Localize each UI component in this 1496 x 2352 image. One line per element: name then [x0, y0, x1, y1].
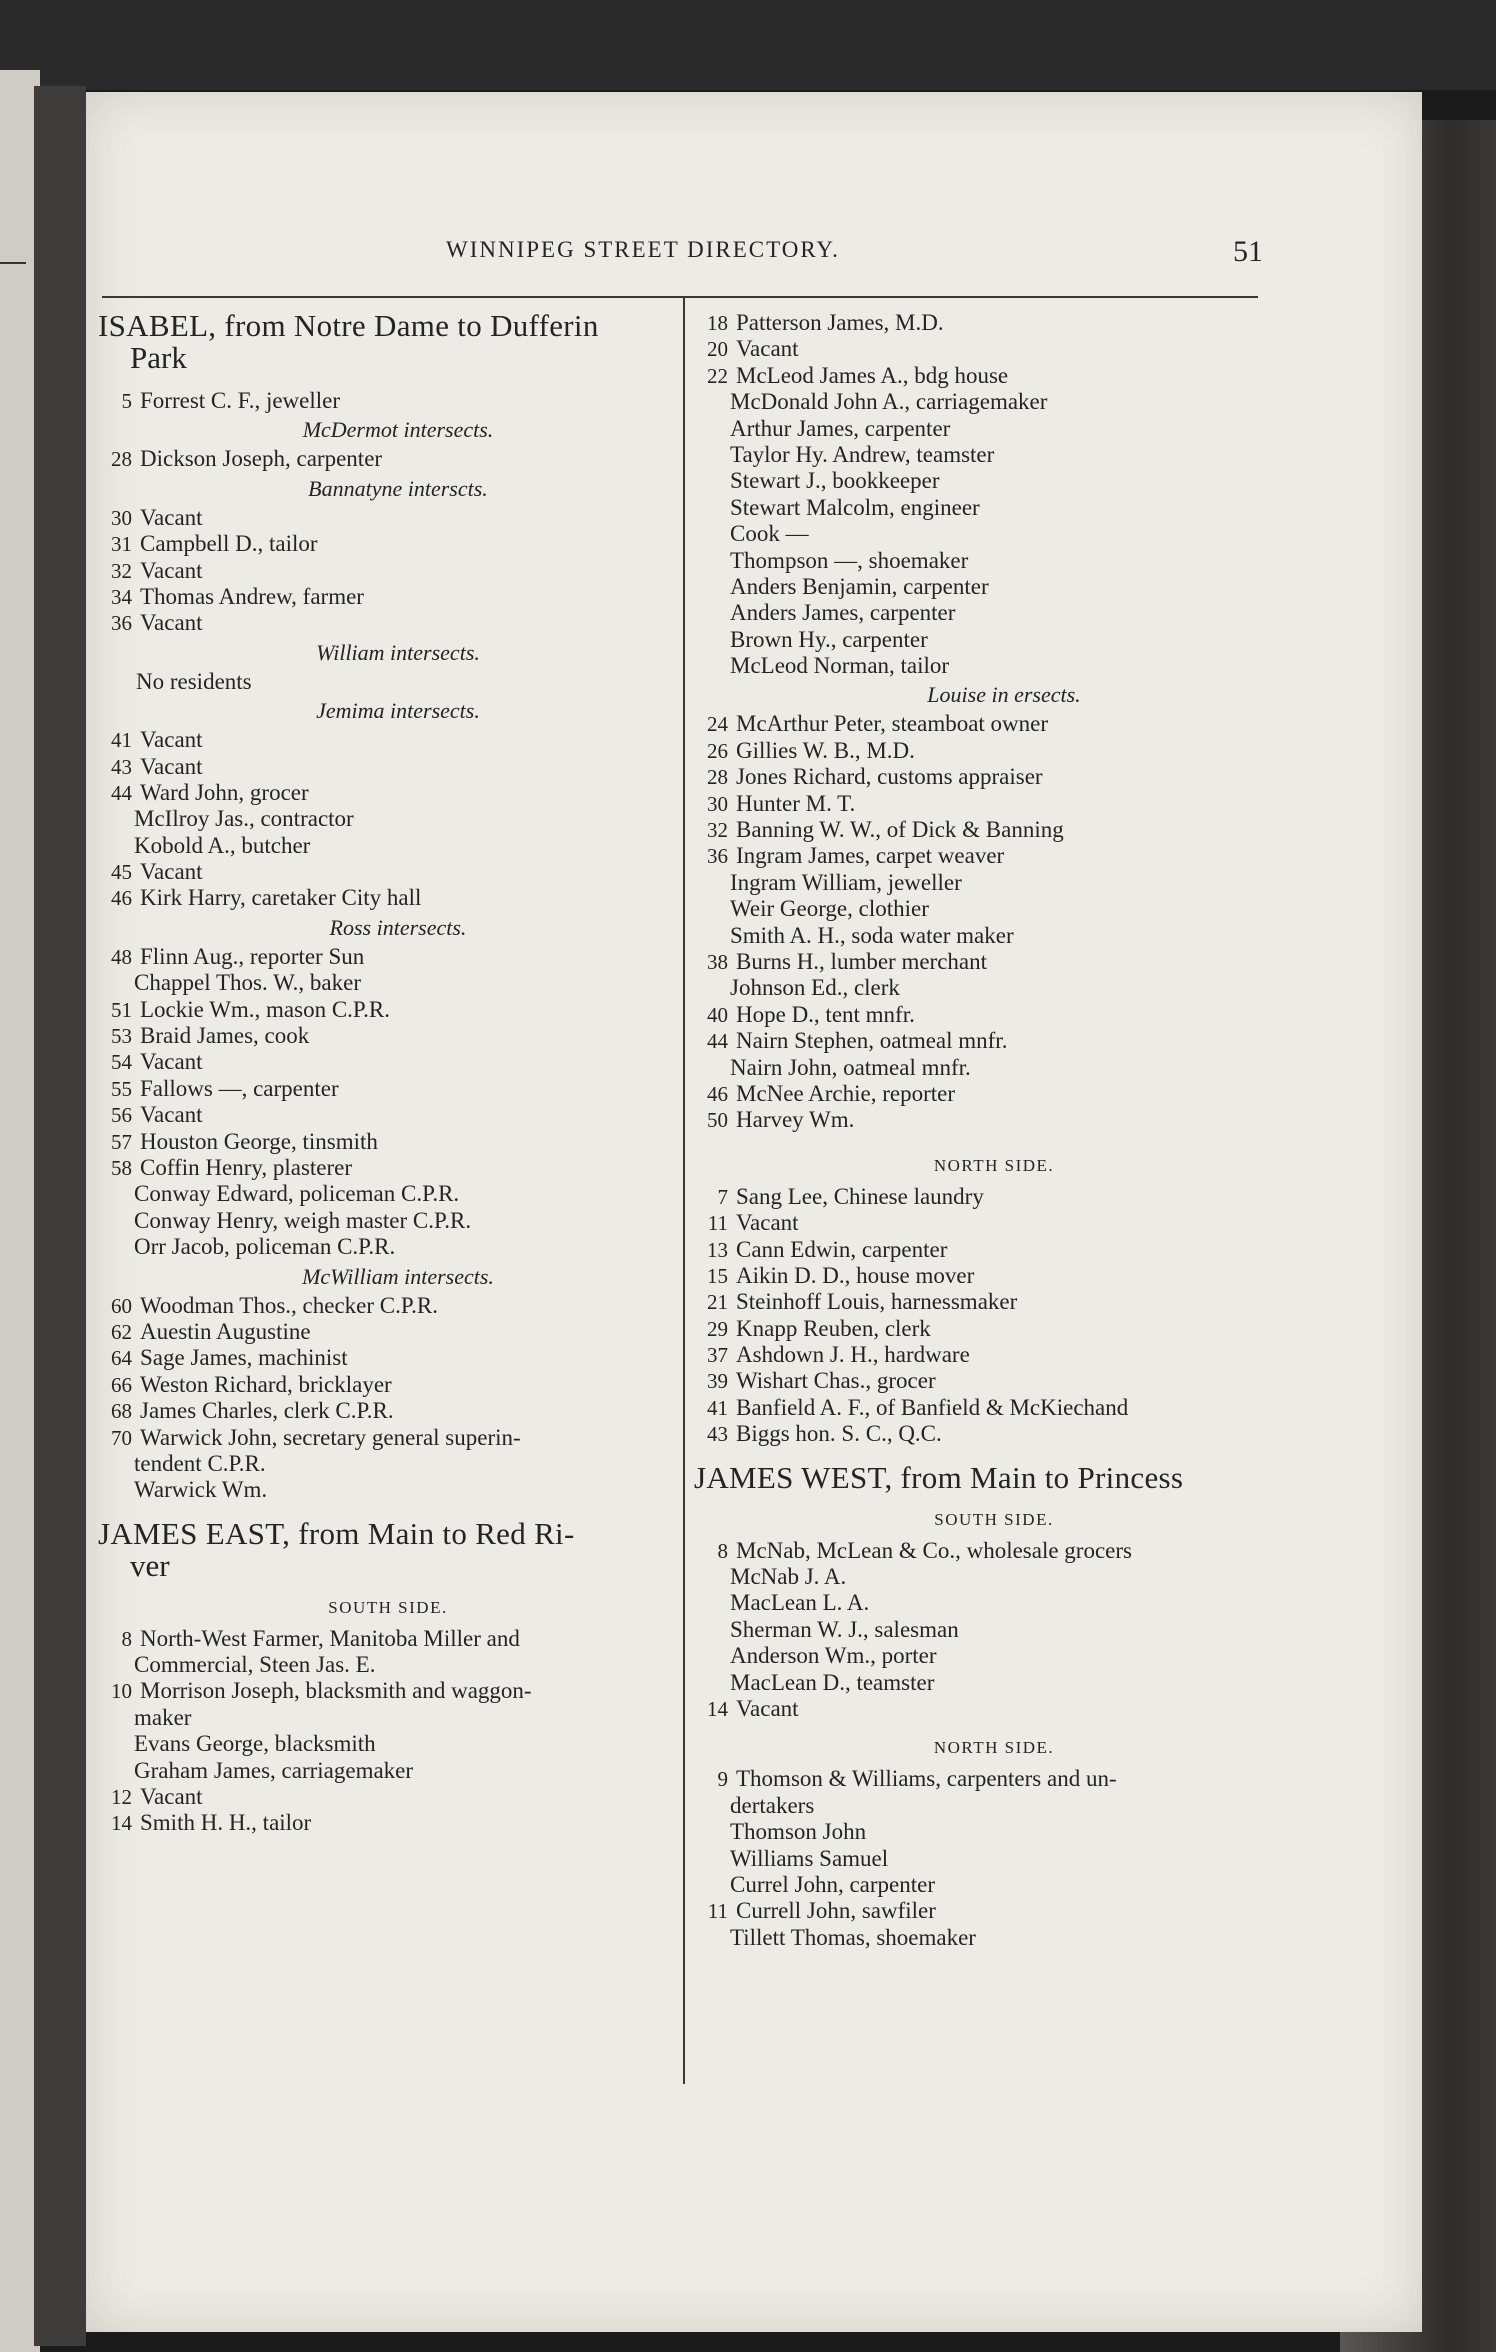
- resident-text: McNab J. A.: [730, 1564, 847, 1590]
- directory-entry: [98, 1451, 638, 1477]
- directory-entry: [694, 1898, 1254, 1924]
- directory-entry: [98, 970, 638, 996]
- resident-text: Morrison Joseph, blacksmith and waggon-: [140, 1678, 532, 1704]
- resident-text: Vacant: [736, 1210, 799, 1236]
- directory-entry: [694, 711, 1254, 737]
- resident-text: North-West Farmer, Manitoba Miller and: [140, 1625, 520, 1651]
- house-number: 15: [707, 1263, 728, 1288]
- resident-text: Vacant: [140, 1102, 203, 1128]
- directory-entry: [98, 1705, 638, 1731]
- resident-text: Banfield A. F., of Banfield & McKiechand: [736, 1394, 1129, 1420]
- house-number: 44: [707, 1029, 728, 1054]
- directory-entry: [694, 1696, 1254, 1722]
- intersect-label: Ross intersects.: [329, 914, 467, 940]
- resident-text: Anderson Wm., porter: [730, 1643, 937, 1669]
- house-number: 28: [111, 447, 132, 472]
- resident-text: Thomson & Williams, carpenters and un-: [736, 1766, 1117, 1792]
- entry-group: [98, 1293, 638, 1504]
- house-number: 9: [717, 1767, 728, 1792]
- street-heading-james-west: JAMES WEST, from Main to Princess: [694, 1459, 1184, 1495]
- top-dark-band: [0, 0, 1496, 90]
- directory-entry: [694, 1107, 1254, 1133]
- directory-entry: [694, 521, 1254, 547]
- entry-group: [98, 1626, 638, 1837]
- street-heading-cont: Park: [130, 340, 187, 375]
- directory-entry: [694, 1316, 1254, 1342]
- resident-text: McLeod James A., bdg house: [736, 362, 1009, 388]
- header-rule: [102, 296, 1258, 298]
- directory-entry: [694, 738, 1254, 764]
- house-number: 51: [111, 997, 132, 1022]
- resident-text: Coffin Henry, plasterer: [140, 1154, 353, 1180]
- resident-text: Orr Jacob, policeman C.P.R.: [134, 1234, 396, 1260]
- directory-entry: [98, 505, 638, 531]
- house-number: 13: [707, 1237, 728, 1262]
- house-number: 56: [111, 1103, 132, 1128]
- directory-entry: [98, 531, 638, 557]
- resident-text: Currell John, sawfiler: [736, 1898, 936, 1924]
- house-number: 8: [717, 1538, 728, 1563]
- directory-entry: [694, 1670, 1254, 1696]
- directory-entry: [98, 1293, 638, 1319]
- resident-text: Vacant: [140, 1784, 203, 1810]
- resident-text: McNee Archie, reporter: [736, 1080, 956, 1106]
- house-number: 22: [707, 363, 728, 388]
- house-number: 64: [111, 1346, 132, 1371]
- house-number: 14: [707, 1696, 728, 1721]
- house-number: 8: [121, 1626, 132, 1651]
- resident-text: dertakers: [730, 1792, 815, 1818]
- resident-text: Steinhoff Louis, harnessmaker: [736, 1289, 1018, 1315]
- directory-entry: [694, 1819, 1254, 1845]
- directory-entry: [98, 1208, 638, 1234]
- directory-entry: [98, 1319, 638, 1345]
- directory-entry: [694, 1289, 1254, 1315]
- directory-entry: [98, 806, 638, 832]
- resident-text: Vacant: [140, 610, 203, 636]
- resident-text: Weir George, clothier: [730, 896, 929, 922]
- intersect-label: Louise in ersects.: [927, 682, 1081, 708]
- resident-text: Nairn Stephen, oatmeal mnfr.: [736, 1028, 1008, 1054]
- intersect-label: Jemima intersects.: [316, 698, 480, 724]
- resident-text: Vacant: [140, 504, 203, 530]
- directory-entry: [694, 389, 1254, 415]
- house-number: 38: [707, 949, 728, 974]
- directory-entry: [694, 1617, 1254, 1643]
- house-number: 60: [111, 1293, 132, 1318]
- resident-text: Williams Samuel: [730, 1845, 889, 1871]
- directory-entry: [694, 896, 1254, 922]
- directory-entry: [98, 1023, 638, 1049]
- directory-entry: [98, 885, 638, 911]
- directory-entry: [98, 1372, 638, 1398]
- entry-group: [98, 446, 638, 472]
- no-residents-note: No residents: [136, 668, 252, 694]
- directory-entry: [694, 1793, 1254, 1819]
- side-label: SOUTH SIDE.: [328, 1597, 448, 1617]
- resident-text: McDonald John A., carriagemaker: [730, 389, 1048, 415]
- house-number: 32: [111, 558, 132, 583]
- resident-text: Sang Lee, Chinese laundry: [736, 1183, 984, 1209]
- house-number: 11: [707, 1899, 728, 1924]
- resident-text: Woodman Thos., checker C.P.R.: [140, 1292, 438, 1318]
- directory-entry: [98, 1731, 638, 1757]
- directory-entry: [694, 600, 1254, 626]
- entry-group: [98, 944, 638, 1261]
- resident-text: Sage James, machinist: [140, 1345, 348, 1371]
- resident-text: Stewart J., bookkeeper: [730, 468, 940, 494]
- directory-entry: [98, 584, 638, 610]
- resident-text: Braid James, cook: [140, 1023, 310, 1049]
- directory-entry: [694, 1564, 1254, 1590]
- resident-text: MacLean D., teamster: [730, 1669, 935, 1695]
- house-number: 53: [111, 1024, 132, 1049]
- resident-text: Smith H. H., tailor: [140, 1810, 312, 1836]
- resident-text: Stewart Malcolm, engineer: [730, 494, 980, 520]
- directory-entry: [98, 1345, 638, 1371]
- house-number: 50: [707, 1108, 728, 1133]
- directory-entry: [694, 949, 1254, 975]
- resident-text: Ward John, grocer: [140, 779, 309, 805]
- house-number: 5: [121, 389, 132, 413]
- resident-text: Tillett Thomas, shoemaker: [730, 1924, 976, 1950]
- house-number: 29: [707, 1316, 728, 1341]
- resident-text: Warwick John, secretary general superin-: [140, 1424, 521, 1450]
- resident-text: Houston George, tinsmith: [140, 1128, 378, 1154]
- house-number: 24: [707, 712, 728, 737]
- house-number: 45: [111, 860, 132, 885]
- resident-text: maker: [134, 1704, 192, 1730]
- directory-entry: [694, 468, 1254, 494]
- resident-text: Arthur James, carpenter: [730, 415, 951, 441]
- resident-text: Kirk Harry, caretaker City hall: [140, 885, 422, 911]
- house-number: 7: [717, 1184, 728, 1209]
- directory-entry: [98, 1129, 638, 1155]
- house-number: 68: [111, 1399, 132, 1424]
- directory-entry: [694, 495, 1254, 521]
- resident-text: Kobold A., butcher: [134, 832, 311, 858]
- resident-text: Ashdown J. H., hardware: [736, 1342, 970, 1368]
- directory-entry: [98, 1652, 638, 1678]
- directory-entry: [98, 446, 638, 472]
- page-number: 51: [1233, 235, 1263, 268]
- directory-entry: [694, 1237, 1254, 1263]
- house-number: 10: [111, 1679, 132, 1704]
- directory-entry: [694, 817, 1254, 843]
- directory-entry: [694, 1342, 1254, 1368]
- resident-text: Nairn John, oatmeal mnfr.: [730, 1054, 971, 1080]
- directory-entry: [98, 997, 638, 1023]
- resident-text: Vacant: [736, 1695, 799, 1721]
- resident-text: Thomson John: [730, 1819, 867, 1845]
- house-number: 57: [111, 1129, 132, 1154]
- side-label: NORTH SIDE.: [933, 1738, 1055, 1758]
- directory-entry: [694, 923, 1254, 949]
- house-number: 30: [707, 791, 728, 816]
- resident-text: Vacant: [736, 336, 799, 362]
- house-number: 18: [707, 311, 728, 335]
- right-column: [694, 310, 1254, 1951]
- house-number: 20: [707, 337, 728, 362]
- resident-text: Aikin D. D., house mover: [736, 1262, 975, 1288]
- house-number: 46: [111, 886, 132, 911]
- resident-text: Harvey Wm.: [736, 1107, 855, 1133]
- column-divider: [683, 296, 685, 2084]
- street-heading-cont: ver: [130, 1547, 170, 1583]
- directory-entry: [98, 1102, 638, 1128]
- resident-text: Flinn Aug., reporter Sun: [140, 943, 365, 969]
- entry-group: [694, 1184, 1254, 1448]
- directory-entry: [694, 1368, 1254, 1394]
- directory-entry: [694, 1643, 1254, 1669]
- resident-text: Vacant: [140, 859, 203, 885]
- resident-text: Jones Richard, customs appraiser: [736, 764, 1043, 790]
- directory-entry: [98, 833, 638, 859]
- directory-entry: [98, 1784, 638, 1810]
- resident-text: Hope D., tent mnfr.: [736, 1001, 915, 1027]
- resident-text: Patterson James, M.D.: [736, 310, 944, 335]
- directory-entry: [694, 1395, 1254, 1421]
- resident-text: Thompson —, shoemaker: [730, 547, 969, 573]
- resident-text: Weston Richard, bricklayer: [140, 1371, 392, 1397]
- directory-entry: [694, 1846, 1254, 1872]
- resident-text: Vacant: [140, 753, 203, 779]
- intersect-label: McDermot intersects.: [302, 417, 494, 443]
- directory-entry: [694, 870, 1254, 896]
- house-number: 44: [111, 780, 132, 805]
- resident-text: Biggs hon. S. C., Q.C.: [736, 1421, 942, 1447]
- resident-text: Cook —: [730, 521, 809, 547]
- house-number: 28: [707, 765, 728, 790]
- directory-entry: [694, 1081, 1254, 1107]
- entry-group: [98, 388, 638, 414]
- resident-text: Campbell D., tailor: [140, 531, 318, 557]
- page-header-title: WINNIPEG STREET DIRECTORY.: [446, 237, 840, 262]
- house-number: 58: [111, 1155, 132, 1180]
- directory-entry: [98, 1678, 638, 1704]
- directory-entry: [694, 1538, 1254, 1564]
- directory-entry: [694, 1184, 1254, 1210]
- house-number: 41: [707, 1395, 728, 1420]
- directory-entry: [694, 1002, 1254, 1028]
- resident-text: Graham James, carriagemaker: [134, 1757, 414, 1783]
- house-number: 11: [707, 1211, 728, 1236]
- resident-text: Ingram James, carpet weaver: [736, 843, 1005, 869]
- directory-entry: [98, 1155, 638, 1181]
- house-number: 36: [707, 844, 728, 869]
- house-number: 48: [111, 944, 132, 969]
- directory-entry: [98, 944, 638, 970]
- intersect-label: McWilliam intersects.: [302, 1263, 494, 1289]
- directory-entry: [694, 764, 1254, 790]
- side-label: NORTH SIDE.: [933, 1155, 1055, 1175]
- resident-text: Warwick Wm.: [134, 1477, 268, 1503]
- directory-entry: [694, 442, 1254, 468]
- resident-text: McNab, McLean & Co., wholesale grocers: [736, 1537, 1132, 1563]
- directory-entry: [98, 1181, 638, 1207]
- resident-text: Burns H., lumber merchant: [736, 948, 988, 974]
- resident-text: Johnson Ed., clerk: [730, 975, 900, 1001]
- directory-entry: [694, 975, 1254, 1001]
- directory-entry: [694, 1766, 1254, 1792]
- resident-text: Gillies W. B., M.D.: [736, 737, 915, 763]
- resident-text: Anders Benjamin, carpenter: [730, 573, 989, 599]
- house-number: 34: [111, 584, 132, 609]
- resident-text: Vacant: [140, 557, 203, 583]
- directory-entry: [694, 1210, 1254, 1236]
- resident-text: Conway Edward, policeman C.P.R.: [134, 1181, 460, 1207]
- directory-entry: [694, 548, 1254, 574]
- resident-text: Anders James, carpenter: [730, 600, 956, 626]
- directory-entry: [98, 1810, 638, 1836]
- resident-text: Taylor Hy. Andrew, teamster: [730, 441, 995, 467]
- house-number: 41: [111, 728, 132, 753]
- resident-text: Cann Edwin, carpenter: [736, 1236, 948, 1262]
- directory-entry: [98, 1398, 638, 1424]
- entry-group: [98, 727, 638, 912]
- directory-entry: [98, 1234, 638, 1260]
- directory-entry: [98, 754, 638, 780]
- resident-text: tendent C.P.R.: [134, 1450, 266, 1476]
- resident-text: Commercial, Steen Jas. E.: [134, 1652, 376, 1678]
- resident-text: Hunter M. T.: [736, 790, 856, 816]
- directory-entry: [694, 1590, 1254, 1616]
- directory-entry: [98, 1758, 638, 1784]
- directory-entry: [694, 310, 1254, 336]
- entry-group: [694, 310, 1254, 679]
- house-number: 66: [111, 1372, 132, 1397]
- resident-text: McArthur Peter, steamboat owner: [736, 711, 1049, 737]
- directory-entry: [98, 1425, 638, 1451]
- resident-text: MacLean L. A.: [730, 1590, 870, 1616]
- house-number: 21: [707, 1290, 728, 1315]
- directory-entry: [98, 1076, 638, 1102]
- resident-text: Fallows —, carpenter: [140, 1075, 339, 1101]
- resident-text: Evans George, blacksmith: [134, 1731, 376, 1757]
- resident-text: Vacant: [140, 727, 203, 753]
- street-heading-isabel: ISABEL, from Notre Dame to Dufferin: [98, 308, 599, 343]
- house-number: 55: [111, 1076, 132, 1101]
- directory-entry: [694, 1925, 1254, 1951]
- house-number: 39: [707, 1369, 728, 1394]
- resident-text: James Charles, clerk C.P.R.: [140, 1398, 394, 1424]
- directory-entry: [694, 1028, 1254, 1054]
- directory-entry: [694, 627, 1254, 653]
- resident-text: Thomas Andrew, farmer: [140, 583, 364, 609]
- street-heading-james-east: JAMES EAST, from Main to Red Ri-: [98, 1515, 575, 1551]
- resident-text: Knapp Reuben, clerk: [736, 1315, 931, 1341]
- resident-text: Lockie Wm., mason C.P.R.: [140, 996, 391, 1022]
- house-number: 62: [111, 1319, 132, 1344]
- gutter-shadow: [34, 86, 86, 2346]
- resident-text: Sherman W. J., salesman: [730, 1616, 959, 1642]
- directory-entry: [98, 1049, 638, 1075]
- directory-entry: [694, 1872, 1254, 1898]
- resident-text: McIlroy Jas., contractor: [134, 806, 354, 832]
- resident-text: Smith A. H., soda water maker: [730, 922, 1014, 948]
- house-number: 12: [111, 1785, 132, 1810]
- directory-entry: [694, 653, 1254, 679]
- entry-group: [694, 711, 1254, 1133]
- directory-entry: [98, 727, 638, 753]
- house-number: 36: [111, 611, 132, 636]
- resident-text: McLeod Norman, tailor: [730, 653, 950, 679]
- resident-text: Forrest C. F., jeweller: [140, 388, 341, 413]
- directory-entry: [98, 388, 638, 414]
- directory-entry: [694, 791, 1254, 817]
- directory-entry: [98, 1626, 638, 1652]
- resident-text: Dickson Joseph, carpenter: [140, 446, 383, 472]
- directory-entry: [98, 780, 638, 806]
- resident-text: Wishart Chas., grocer: [736, 1368, 936, 1394]
- directory-entry: [98, 558, 638, 584]
- resident-text: Chappel Thos. W., baker: [134, 970, 361, 996]
- entry-group: [694, 1538, 1254, 1723]
- directory-entry: [694, 1421, 1254, 1447]
- directory-entry: [98, 610, 638, 636]
- house-number: 30: [111, 505, 132, 530]
- entry-group: [98, 505, 638, 637]
- resident-text: Currel John, carpenter: [730, 1871, 936, 1897]
- resident-text: Ingram William, jeweller: [730, 869, 962, 895]
- directory-entry: [694, 574, 1254, 600]
- resident-text: Auestin Augustine: [140, 1318, 311, 1344]
- intersect-label: William intersects.: [316, 639, 480, 665]
- house-number: 70: [111, 1425, 132, 1450]
- house-number: 32: [707, 818, 728, 843]
- intersect-label: Bannatyne interscts.: [308, 475, 488, 501]
- house-number: 43: [111, 754, 132, 779]
- directory-entry: [98, 859, 638, 885]
- directory-entry: [694, 1055, 1254, 1081]
- house-number: 14: [111, 1811, 132, 1836]
- directory-entry: [694, 843, 1254, 869]
- entry-group: [694, 1766, 1254, 1951]
- house-number: 26: [707, 738, 728, 763]
- left-column: [98, 310, 638, 1837]
- resident-text: Brown Hy., carpenter: [730, 626, 928, 652]
- directory-entry: [98, 1477, 638, 1503]
- directory-entry: [694, 336, 1254, 362]
- house-number: 43: [707, 1422, 728, 1447]
- house-number: 40: [707, 1002, 728, 1027]
- facing-page-rule: [0, 262, 26, 264]
- resident-text: Conway Henry, weigh master C.P.R.: [134, 1207, 472, 1233]
- house-number: 37: [707, 1343, 728, 1368]
- house-number: 54: [111, 1050, 132, 1075]
- house-number: 46: [707, 1081, 728, 1106]
- directory-entry: [694, 416, 1254, 442]
- house-number: 31: [111, 532, 132, 557]
- resident-text: Banning W. W., of Dick & Banning: [736, 817, 1064, 843]
- directory-entry: [694, 1263, 1254, 1289]
- directory-entry: [694, 363, 1254, 389]
- side-label: SOUTH SIDE.: [934, 1509, 1054, 1529]
- resident-text: Vacant: [140, 1049, 203, 1075]
